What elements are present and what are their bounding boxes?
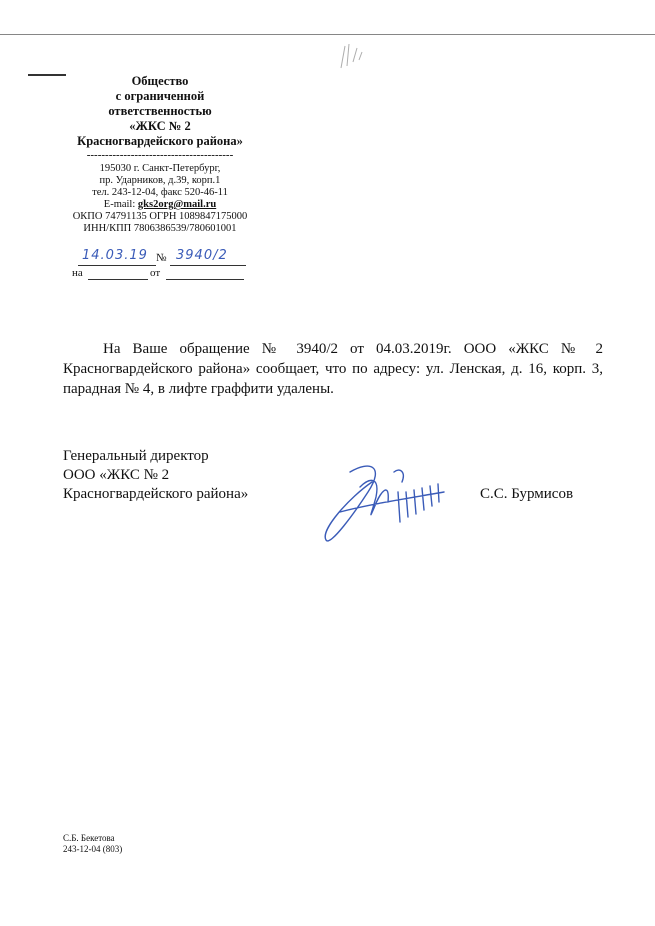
email-value[interactable]: gks2org@mail.ru	[137, 199, 217, 210]
registration-date-underline	[78, 265, 156, 266]
reference-from-line	[166, 279, 244, 280]
scan-mark-top	[0, 34, 655, 35]
okpo-line: ОКПО 74791135 ОГРН 1089847175000	[72, 211, 248, 222]
handwritten-signature	[310, 452, 450, 562]
address-line2: пр. Ударников, д.39, корп.1	[99, 175, 221, 186]
signature-title	[63, 447, 303, 504]
executor-phone: 243-12-04 (803)	[63, 844, 123, 854]
letterhead	[60, 74, 260, 235]
registration-block	[68, 248, 258, 284]
registration-date: 14.03.19	[82, 248, 148, 263]
registration-no-label: №	[156, 252, 167, 264]
org-name-line1: Общество	[131, 74, 189, 88]
reference-on-line	[88, 279, 148, 280]
inn-line: ИНН/КПП 7806386539/780601001	[83, 223, 237, 234]
org-name-line5: Красногвардейского района»	[77, 134, 243, 148]
org-name-line2: с ограниченной	[115, 89, 205, 103]
letterhead-separator: ----------------------------------------	[86, 149, 234, 161]
email-line	[60, 199, 260, 211]
phone-line: тел. 243-12-04, факс 520-46-11	[92, 187, 228, 198]
org-name-line4: «ЖКС № 2	[129, 119, 191, 133]
executor-block	[63, 833, 122, 855]
org-name-line3: ответственностью	[108, 104, 212, 118]
email-label: E-mail:	[103, 199, 136, 210]
signature-title-line3: Красногвардейского района»	[63, 486, 249, 502]
registration-number: 3940/2	[176, 248, 228, 263]
signatory-name: С.С. Бурмисов	[480, 486, 574, 502]
scan-mark-scribble	[335, 38, 365, 78]
signature-title-line1: Генеральный директор	[63, 448, 209, 464]
executor-name: С.Б. Бекетова	[63, 833, 115, 843]
reference-from-label: от	[150, 267, 161, 279]
signature-title-line2: ООО «ЖКС № 2	[63, 467, 170, 483]
registration-number-underline	[170, 265, 246, 266]
address-line1: 195030 г. Санкт-Петербург,	[99, 163, 221, 174]
reference-on-label: на	[72, 267, 83, 279]
letter-body: На Ваше обращение № 3940/2 от 04.03.2019г. ООО «ЖКС № 2 Красногвардейского района» сообщает, что по адресу: ул. Ленская, д. 16, корп. 3, парадная № 4, в лифте граффити удалены.	[63, 341, 603, 397]
